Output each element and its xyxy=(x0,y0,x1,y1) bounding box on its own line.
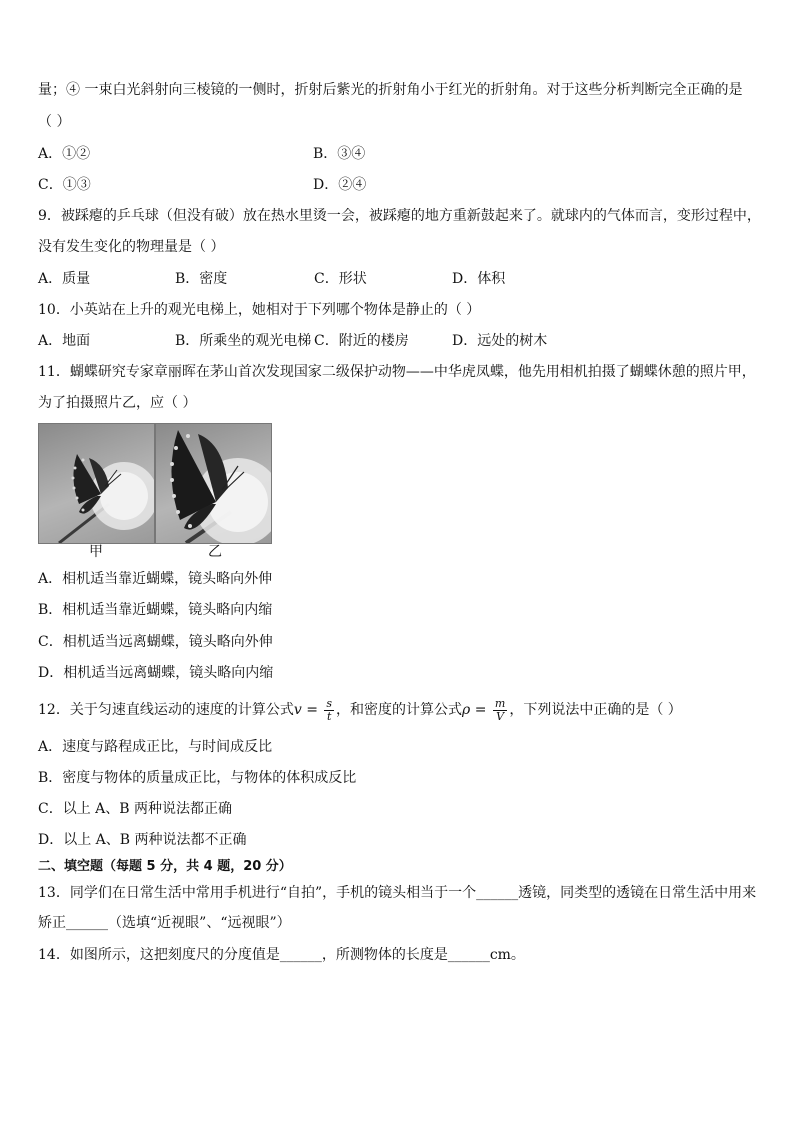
q12-stem-pre: 12．关于匀速直线运动的速度的计算公式 xyxy=(38,702,294,718)
q12-option-d: D．以上 A、B 两种说法都不正确 xyxy=(38,832,247,848)
q11-stem-line1: 11．蝴蝶研究专家章丽晖在茅山首次发现国家二级保护动物——中华虎凤蝶，他先用相机拍摄了蝴蝶休憩的照片甲， xyxy=(38,364,756,380)
q9-option-d: D．体积 xyxy=(452,271,506,287)
q11-option-d: D．相机适当远离蝴蝶，镜头略向内缩 xyxy=(38,665,274,681)
equals-sign-2: = xyxy=(470,702,491,718)
photo-a-butterfly xyxy=(38,423,155,544)
density-fraction xyxy=(493,698,507,723)
q10-option-a: A．地面 xyxy=(38,333,91,349)
q8-answer-paren: （ ） xyxy=(38,114,71,130)
fraction-numerator-m: m xyxy=(494,696,506,710)
q11-option-a: A．相机适当靠近蝴蝶，镜头略向外伸 xyxy=(38,571,273,587)
q10-option-c: C．附近的楼房 xyxy=(314,333,409,349)
butterfly-photo-b-image xyxy=(156,424,271,543)
butterfly-photo-a-image xyxy=(39,424,154,543)
q14-stem: 14．如图所示，这把刻度尺的分度值是______，所测物体的长度是______cm。 xyxy=(38,947,525,963)
density-symbol: ρ xyxy=(462,702,471,718)
photo-a-caption: 甲 xyxy=(89,544,103,560)
q12-option-a: A．速度与路程成正比，与时间成反比 xyxy=(38,739,273,755)
fraction-denominator-t: t xyxy=(327,709,332,723)
velocity-fraction xyxy=(324,698,334,723)
fraction-numerator-s: s xyxy=(326,696,333,710)
q8-option-a: A．①② xyxy=(38,146,91,162)
q12-stem-mid: ，和密度的计算公式 xyxy=(336,702,463,718)
q9-option-c: C．形状 xyxy=(314,271,367,287)
q12-stem xyxy=(38,697,682,723)
q11-option-c: C．相机适当远离蝴蝶，镜头略向外伸 xyxy=(38,634,273,650)
q9-option-a: A．质量 xyxy=(38,271,91,287)
q10-stem: 10．小英站在上升的观光电梯上，她相对于下列哪个物体是静止的（ ） xyxy=(38,302,481,318)
q11-option-b: B．相机适当靠近蝴蝶，镜头略向内缩 xyxy=(38,602,273,618)
q9-option-b: B．密度 xyxy=(175,271,228,287)
q9-stem-line1: 9．被踩瘪的乒乓球（但没有破）放在热水里烫一会，被踩瘪的地方重新鼓起来了。就球内的气体而言，变形过程中， xyxy=(38,208,761,224)
q10-option-b: B．所乘坐的观光电梯 xyxy=(175,333,312,349)
q13-stem-line2: 矫正______（选填“近视眼”、“远视眼”） xyxy=(38,915,291,931)
q8-option-d: D．②④ xyxy=(313,177,367,193)
q9-stem-line2: 没有发生变化的物理量是（ ） xyxy=(38,239,225,255)
fraction-denominator-V: V xyxy=(496,709,505,723)
photo-b-butterfly xyxy=(155,423,272,544)
equals-sign: = xyxy=(301,702,323,718)
q8-option-b: B．③④ xyxy=(313,146,366,162)
q12-option-c: C．以上 A、B 两种说法都正确 xyxy=(38,801,233,817)
q8-option-c: C．①③ xyxy=(38,177,91,193)
photo-b-caption: 乙 xyxy=(208,544,222,560)
q10-option-d: D．远处的树木 xyxy=(452,333,548,349)
q8-stem-tail: 量；④ 一束白光斜射向三棱镜的一侧时，折射后紫光的折射角小于红光的折射角。对于这些分析判断完全正确的是 xyxy=(38,82,743,98)
q13-stem-line1: 13．同学们在日常生活中常用手机进行“自拍”，手机的镜头相当于一个______透镜，同类型的透镜在日常生活中用来 xyxy=(38,885,757,901)
q12-option-b: B．密度与物体的质量成正比，与物体的体积成反比 xyxy=(38,770,357,786)
section-heading-fill-in: 二、填空题（每题 5 分，共 4 题，20 分） xyxy=(38,859,292,874)
velocity-symbol: v xyxy=(293,702,302,718)
q11-stem-line2: 为了拍摄照片乙，应（ ） xyxy=(38,395,197,411)
q12-stem-post: ，下列说法中正确的是（ ） xyxy=(509,702,682,718)
